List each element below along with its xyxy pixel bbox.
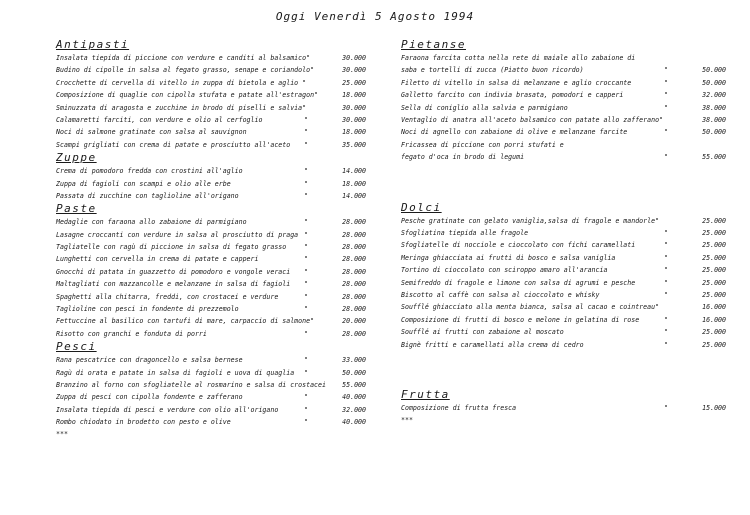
- dish-price: 28.000: [342, 230, 366, 239]
- dish-price: 18.000: [342, 91, 366, 100]
- ditto-mark: ": [664, 266, 668, 275]
- dish-name: Sminuzzata di aragosta e zucchine in brodo di piselli e salvia": [56, 103, 307, 112]
- ditto-mark: ": [664, 404, 668, 413]
- dish-name: Soufflé ghiacciato alla menta bianca, salsa al cacao e cointreau": [401, 303, 660, 312]
- ditto-mark: ": [664, 153, 668, 162]
- section-heading-zuppe: Zuppe: [56, 151, 97, 165]
- ditto-mark: ": [664, 315, 668, 324]
- dish-name: saba e tortelli di zucca (Piatto buon ricordo): [401, 66, 584, 75]
- dish-price: 50.000: [702, 128, 726, 137]
- dish-price: 25.000: [702, 253, 726, 262]
- ditto-mark: ": [664, 66, 668, 75]
- dish-name: Tortino di cioccolato con sciroppo amaro all'arancia: [401, 266, 608, 275]
- menu-item: [56, 379, 366, 391]
- menu-item: [56, 89, 366, 101]
- menu-item: [401, 114, 726, 126]
- dish-name: Lasagne croccanti con verdure in salsa al prosciutto di praga: [56, 230, 299, 239]
- dish-name: Medaglie con faraona allo zabaione di parmigiano: [56, 218, 247, 227]
- dish-name: Budino di cipolle in salsa al fegato grasso, senape e coriandolo": [56, 66, 315, 75]
- dish-price: 18.000: [342, 179, 366, 188]
- dish-name: Tagliatelle con ragù di piccione in salsa di fegato grasso: [56, 243, 287, 252]
- dish-price: 28.000: [342, 305, 366, 314]
- dish-price: 28.000: [342, 329, 366, 338]
- ditto-mark: ": [304, 191, 308, 200]
- menu-item: [401, 339, 726, 351]
- dish-price: 55.000: [342, 380, 366, 389]
- section-pietanse: [401, 38, 726, 201]
- dish-price: 28.000: [342, 292, 366, 301]
- dish-price: 25.000: [702, 278, 726, 287]
- dish-price: 20.000: [342, 317, 366, 326]
- ditto-mark: ": [304, 305, 308, 314]
- section-heading-dolci: Dolci: [401, 200, 442, 214]
- menu-item: [401, 77, 726, 89]
- dish-name: Scampi grigliati con crema di patate e prosciutto all'aceto: [56, 140, 291, 149]
- menu-item: [56, 303, 366, 315]
- menu-item: [401, 239, 726, 251]
- ditto-mark: ": [664, 78, 668, 87]
- menu-item: [401, 227, 726, 239]
- section-paste: [56, 202, 366, 340]
- dish-price: 30.000: [342, 115, 366, 124]
- ditto-mark: ": [304, 255, 308, 264]
- dish-name: Lunghetti con cervella in crema di patate e capperi: [56, 255, 259, 264]
- ditto-mark: ": [304, 368, 308, 377]
- menu-item: [401, 252, 726, 264]
- dish-price: 16.000: [702, 315, 726, 324]
- dish-name: Branzino al forno con sfogliatelle al rosmarino e salsa di crostacei: [56, 380, 326, 389]
- ditto-mark: ": [304, 267, 308, 276]
- dish-price: 50.000: [702, 78, 726, 87]
- dish-name: Rombo chiodato in brodetto con pesto e olive: [56, 418, 231, 427]
- dish-price: 25.000: [702, 291, 726, 300]
- section-frutta: [401, 388, 726, 424]
- ditto-mark: ": [664, 253, 668, 262]
- dish-price: 38.000: [702, 115, 726, 124]
- dish-name: Crocchette di cervella di vitello in zuppa di bietola e aglio ": [56, 78, 307, 87]
- dish-name: Soufflé ai frutti con zabaione al moscato: [401, 328, 564, 337]
- menu-item: [401, 52, 726, 64]
- ditto-mark: ": [304, 140, 308, 149]
- menu-item: [56, 190, 366, 202]
- dish-name: fegato d'oca in brodo di legumi: [401, 153, 525, 162]
- dish-price: 28.000: [342, 218, 366, 227]
- menu-item: [56, 416, 366, 428]
- dish-name: Sella di coniglio alla salvia e parmigiano: [401, 103, 568, 112]
- ditto-mark: ": [664, 328, 668, 337]
- dish-name: Sfogliatelle di nocciole e cioccolato con fichi caramellati: [401, 241, 636, 250]
- section-heading-frutta: Frutta: [401, 388, 450, 402]
- dish-name: Semifreddo di fragole e limone con salsa di agrumi e pesche: [401, 278, 636, 287]
- section-zuppe: [56, 151, 366, 202]
- dish-price: 33.000: [342, 356, 366, 365]
- dish-price: 30.000: [342, 54, 366, 62]
- dish-price: 30.000: [342, 103, 366, 112]
- ditto-mark: ": [304, 329, 308, 338]
- ditto-mark: ": [304, 128, 308, 137]
- ditto-mark: ": [304, 230, 308, 239]
- dish-name: Fricassea di piccione con porri stufati e: [401, 140, 564, 149]
- menu-item: [56, 315, 366, 327]
- dish-price: 15.000: [702, 404, 726, 413]
- ditto-mark: ": [304, 218, 308, 227]
- ditto-mark: ": [664, 128, 668, 137]
- ditto-mark: ": [664, 229, 668, 238]
- section-heading-pesci: Pesci: [56, 340, 97, 354]
- menu-item: [56, 126, 366, 138]
- menu-item: [401, 64, 726, 76]
- end-marker: ***: [56, 429, 68, 438]
- dish-price: 32.000: [342, 405, 366, 414]
- dish-price: 40.000: [342, 418, 366, 427]
- dish-name: Composizione di frutta fresca: [401, 404, 517, 413]
- menu-item: [401, 102, 726, 114]
- dish-price: 25.000: [702, 340, 726, 349]
- ditto-mark: ": [664, 103, 668, 112]
- menu-item: [401, 264, 726, 276]
- right-menu-column: [401, 38, 726, 425]
- menu-item: [401, 126, 726, 138]
- menu-item: [56, 229, 366, 241]
- dish-price: 28.000: [342, 243, 366, 252]
- ditto-mark: ": [304, 243, 308, 252]
- dish-name: Composizione di frutti di bosco e melone in gelatina di rose: [401, 315, 640, 324]
- ditto-mark: ": [664, 278, 668, 287]
- dish-price: 35.000: [342, 140, 366, 149]
- dish-price: 50.000: [702, 66, 726, 75]
- ditto-mark: ": [664, 241, 668, 250]
- menu-item: [401, 289, 726, 301]
- menu-item: [56, 354, 366, 366]
- section-heading-pietanse: Pietanse: [401, 38, 466, 51]
- ditto-mark: ": [304, 280, 308, 289]
- menu-item: [56, 77, 366, 89]
- menu-item: [401, 215, 726, 227]
- dish-price: 25.000: [702, 216, 726, 225]
- dish-price: 40.000: [342, 393, 366, 402]
- menu-item: [56, 114, 366, 126]
- dish-name: Faraona farcita cotta nella rete di maiale allo zabaione di: [401, 54, 636, 62]
- dish-name: Sfogliatina tiepida alle fragole: [401, 229, 529, 238]
- menu-item: [56, 102, 366, 114]
- menu-item: [56, 253, 366, 265]
- dish-price: 38.000: [702, 103, 726, 112]
- menu-item: [56, 64, 366, 76]
- menu-item: [56, 367, 366, 379]
- dish-price: 25.000: [702, 229, 726, 238]
- menu-item: [401, 139, 726, 151]
- dish-name: Fettuccine al basilico con tartufi di mare, carpaccio di salmone": [56, 317, 315, 326]
- dish-name: Calamaretti farciti, con verdure e olio al cerfoglio: [56, 115, 263, 124]
- menu-item: [56, 139, 366, 151]
- ditto-mark: ": [664, 291, 668, 300]
- section-pesci: [56, 340, 366, 438]
- menu-item: [56, 291, 366, 303]
- dish-name: Meringa ghiacciata ai frutti di bosco e salsa vaniglia: [401, 253, 616, 262]
- dish-name: Filetto di vitello in salsa di melanzane e aglio croccante: [401, 78, 632, 87]
- menu-item: [56, 241, 366, 253]
- ditto-mark: ": [304, 418, 308, 427]
- menu-item: [56, 278, 366, 290]
- section-heading-paste: Paste: [56, 202, 97, 216]
- dish-price: 18.000: [342, 128, 366, 137]
- ditto-mark: ": [304, 405, 308, 414]
- dish-price: 50.000: [342, 368, 366, 377]
- dish-name: Zuppa di fagioli con scampi e olio alle erbe: [56, 179, 231, 188]
- dish-name: Zuppa di pesci con cipolla fondente e zafferano: [56, 393, 243, 402]
- dish-price: 30.000: [342, 66, 366, 75]
- dish-name: Noci di salmone gratinate con salsa al sauvignon: [56, 128, 247, 137]
- menu-item: [56, 391, 366, 403]
- dish-name: Insalata tiepida di pesci e verdure con olio all'origano: [56, 405, 279, 414]
- dish-price: 25.000: [702, 328, 726, 337]
- dish-price: 28.000: [342, 280, 366, 289]
- dish-name: Maltagliati con mazzancolle e melanzane in salsa di fagioli: [56, 280, 291, 289]
- dish-name: Bignè fritti e caramellati alla crema di cedro: [401, 340, 584, 349]
- menu-item: [401, 402, 726, 414]
- dish-price: 32.000: [702, 91, 726, 100]
- menu-item: [401, 89, 726, 101]
- dish-name: Passata di zucchine con taglioline all'origano: [56, 191, 239, 200]
- left-menu-column: [56, 38, 366, 439]
- menu-item: [401, 301, 726, 313]
- section-heading-antipasti: Antipasti: [56, 38, 130, 51]
- menu-item: [401, 314, 726, 326]
- section-dolci: [401, 201, 726, 388]
- dish-price: 14.000: [342, 191, 366, 200]
- dish-name: Rana pescatrice con dragoncello e salsa bernese: [56, 356, 243, 365]
- dish-price: 14.000: [342, 167, 366, 176]
- dish-name: Ventaglio di anatra all'aceto balsamico con patate allo zafferano": [401, 115, 664, 124]
- menu-item: [56, 216, 366, 228]
- ditto-mark: ": [304, 393, 308, 402]
- ditto-mark: ": [304, 115, 308, 124]
- dish-name: Noci di agnello con zabaione di olive e melanzane farcite: [401, 128, 628, 137]
- ditto-mark: ": [304, 167, 308, 176]
- menu-item: [56, 328, 366, 340]
- dish-price: 25.000: [702, 266, 726, 275]
- menu-date-title: Oggi Venerdì 5 Agosto 1994: [275, 10, 475, 23]
- dish-name: Gnocchi di patata in guazzetto di pomodoro e vongole veraci: [56, 267, 291, 276]
- menu-item: [56, 52, 366, 64]
- dish-name: Risotto con granchi e fonduta di porri: [56, 329, 207, 338]
- menu-item: [56, 165, 366, 177]
- dish-name: Spaghetti alla chitarra, freddi, con crostacei e verdure: [56, 292, 279, 301]
- menu-item: [401, 326, 726, 338]
- ditto-mark: ": [304, 292, 308, 301]
- ditto-mark: ": [664, 91, 668, 100]
- dish-name: Crema di pomodoro fredda con crostini all'aglio: [56, 167, 243, 176]
- dish-name: Pesche gratinate con gelato vaniglia,salsa di fragole e mandorle": [401, 216, 660, 225]
- dish-name: Ragù di orata e patate in salsa di fagioli e uova di quaglia: [56, 368, 295, 377]
- menu-item: [401, 151, 726, 163]
- dish-price: 28.000: [342, 255, 366, 264]
- end-marker: ***: [401, 415, 413, 424]
- ditto-mark: ": [304, 356, 308, 365]
- dish-price: 55.000: [702, 153, 726, 162]
- dish-price: 16.000: [702, 303, 726, 312]
- menu-item: [401, 277, 726, 289]
- dish-name: Galletto farcito con indivia brasata, pomodori e capperi: [401, 91, 624, 100]
- dish-name: Biscotto al caffè con salsa al cioccolato e whisky: [401, 291, 600, 300]
- menu-item: [56, 178, 366, 190]
- dish-name: Taglioline con pesci in fondente di prezzemolo: [56, 305, 239, 314]
- section-antipasti: [56, 38, 366, 151]
- menu-item: [56, 266, 366, 278]
- dish-name: Insalata tiepida di piccione con verdure e canditi al balsamico": [56, 54, 311, 62]
- dish-price: 25.000: [342, 78, 366, 87]
- dish-price: 28.000: [342, 267, 366, 276]
- menu-item: [56, 404, 366, 416]
- dish-name: Composizione di quaglie con cipolla stufata e patate all'estragon": [56, 91, 319, 100]
- dish-price: 25.000: [702, 241, 726, 250]
- ditto-mark: ": [664, 340, 668, 349]
- ditto-mark: ": [304, 179, 308, 188]
